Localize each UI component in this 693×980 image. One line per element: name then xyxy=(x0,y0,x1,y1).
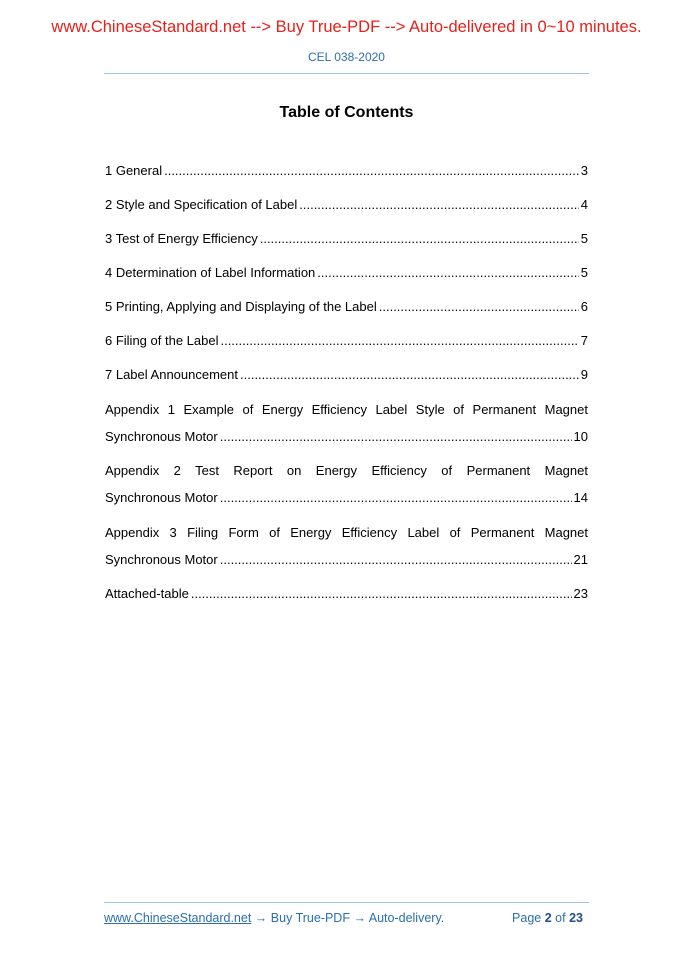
toc-leader xyxy=(317,264,578,282)
toc-leader xyxy=(260,230,579,248)
toc-leader xyxy=(220,332,578,350)
promo-banner[interactable]: www.ChineseStandard.net --> Buy True-PDF --> Auto-delivered in 0~10 minutes. xyxy=(51,18,642,36)
toc-entry-page: 14 xyxy=(573,490,588,505)
toc-entry-test[interactable] xyxy=(105,230,588,248)
toc-leader xyxy=(220,428,572,446)
toc-entry-title: 7 Label Announcement xyxy=(105,367,238,382)
of-word: of xyxy=(555,911,566,925)
toc-entry-title: 2 Style and Specification of Label xyxy=(105,197,298,212)
toc-entry-attached-table[interactable] xyxy=(105,585,588,603)
toc-entry-announcement[interactable] xyxy=(105,366,588,384)
toc-leader xyxy=(220,551,572,569)
toc-leader xyxy=(299,196,579,214)
footer-site-link[interactable]: www.ChineseStandard.net xyxy=(104,911,252,925)
toc-entry-style-spec[interactable] xyxy=(105,196,588,214)
toc-leader xyxy=(220,489,572,507)
toc-entry-title-line1: Appendix 3 Filing Form of Energy Efficiency Label of Permanent Magnet xyxy=(105,525,588,540)
toc-entry-page: 6 xyxy=(580,299,588,314)
toc-entry-title: Attached-table xyxy=(105,586,189,601)
toc-entry-page: 7 xyxy=(580,333,588,348)
toc-entry-title-line1: Appendix 1 Example of Energy Efficiency Label Style of Permanent Magnet xyxy=(105,402,588,417)
toc-entry-page: 5 xyxy=(580,265,588,280)
toc-entry-title: 5 Printing, Applying and Displaying of the Label xyxy=(105,299,377,314)
footer-buy-text: Buy True-PDF xyxy=(270,911,350,925)
toc-entry-general[interactable] xyxy=(105,162,588,180)
toc-entry-title: 1 General xyxy=(105,163,163,178)
toc-entry-appendix-2[interactable] xyxy=(105,462,588,507)
toc-leader xyxy=(240,366,579,384)
arrow-right-icon: → xyxy=(254,911,268,925)
toc-entry-filing[interactable] xyxy=(105,332,588,350)
page-indicator xyxy=(512,911,583,925)
toc-title: Table of Contents xyxy=(279,104,414,121)
toc-entry-title-line1: Appendix 2 Test Report on Energy Efficiency of Permanent Magnet xyxy=(105,463,588,478)
toc-entry-page: 5 xyxy=(580,231,588,246)
toc-entry-appendix-3[interactable] xyxy=(105,524,588,569)
toc-entry-page: 4 xyxy=(580,197,588,212)
page-word: Page xyxy=(512,911,542,925)
toc-entry-page: 23 xyxy=(573,586,588,601)
toc-entry-title: 3 Test of Energy Efficiency xyxy=(105,231,258,246)
toc-entry-page: 3 xyxy=(580,163,588,178)
toc-entry-page: 10 xyxy=(573,429,588,444)
page-total: 23 xyxy=(569,911,583,925)
toc-entry-title: Synchronous Motor xyxy=(105,552,218,567)
toc-leader xyxy=(164,162,579,180)
page-current: 2 xyxy=(544,911,552,925)
toc-entry-printing[interactable] xyxy=(105,298,588,316)
toc-entry-title: Synchronous Motor xyxy=(105,429,218,444)
footer-divider xyxy=(104,902,589,903)
toc-entry-title: 6 Filing of the Label xyxy=(105,333,219,348)
toc-entry-title: 4 Determination of Label Information xyxy=(105,265,316,280)
toc-leader xyxy=(191,585,572,603)
toc-entry-page: 9 xyxy=(580,367,588,382)
page-footer xyxy=(104,911,589,925)
header-divider xyxy=(104,73,589,74)
footer-delivery-text: Auto-delivery. xyxy=(368,911,445,925)
standard-code: CEL 038-2020 xyxy=(308,50,385,64)
toc-entry-title: Synchronous Motor xyxy=(105,490,218,505)
toc-entry-page: 21 xyxy=(573,552,588,567)
toc-entry-appendix-1[interactable] xyxy=(105,401,588,446)
toc-leader xyxy=(379,298,579,316)
arrow-right-icon: → xyxy=(353,911,366,925)
toc-entry-determination[interactable] xyxy=(105,264,588,282)
